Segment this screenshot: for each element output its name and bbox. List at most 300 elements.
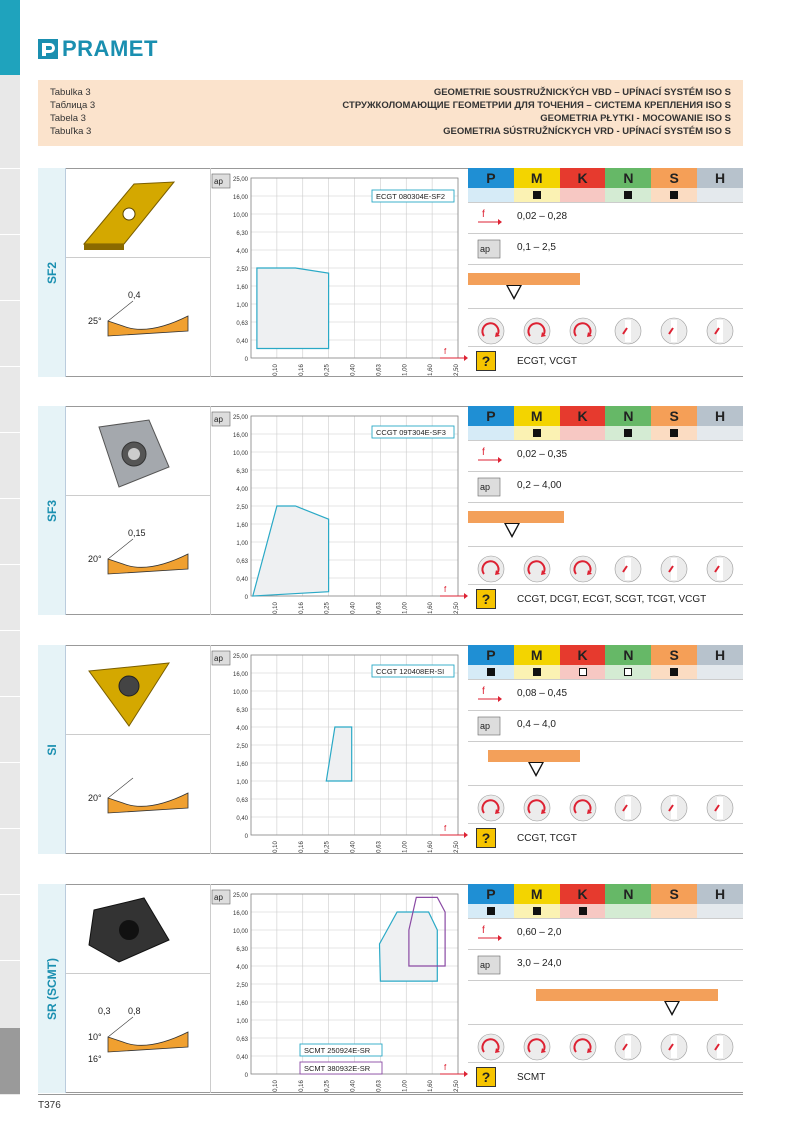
profile-angle-label: 20°	[88, 793, 102, 803]
feed-arrow-icon	[438, 586, 468, 600]
iso-suitability-marks	[468, 665, 743, 679]
iso-mark-cell	[560, 665, 606, 679]
optimum-marker	[528, 762, 544, 777]
turning-operation-icon	[613, 554, 643, 584]
iso-mark-cell	[560, 904, 606, 918]
depth-of-cut-icon	[212, 412, 230, 426]
y-tick-label: 10,00	[232, 213, 248, 219]
depth-icon	[476, 476, 502, 498]
operation-range-row	[468, 980, 743, 1024]
feed-symbol: f	[444, 1063, 447, 1072]
iso-group-m: M	[514, 645, 560, 665]
image-divider	[66, 973, 211, 974]
table-header-band	[38, 80, 743, 146]
y-tick-label: 10,00	[232, 929, 248, 935]
side-tab[interactable]	[0, 432, 20, 433]
suitability-primary-mark	[670, 191, 678, 199]
y-tick-label: 6,30	[236, 231, 248, 237]
application-row	[468, 584, 743, 614]
iso-mark-cell	[651, 665, 697, 679]
y-tick-label: 1,60	[236, 285, 248, 291]
turning-operation-icon	[476, 316, 506, 346]
side-tab[interactable]	[0, 828, 20, 829]
x-tick-label: 2,50	[454, 841, 460, 853]
optimum-marker	[504, 523, 520, 538]
y-tick-label: 10,00	[232, 451, 248, 457]
table-title-pl: GEOMETRIA PŁYTKI - MOCOWANIE ISO S	[540, 113, 731, 124]
chip-breaker-profile	[88, 992, 198, 1072]
feed-range-row	[468, 202, 743, 233]
side-tab[interactable]	[0, 168, 20, 169]
x-tick-label: 1,00	[402, 1080, 409, 1092]
turning-operation-icon	[613, 793, 643, 823]
iso-group-m: M	[514, 406, 560, 426]
depth-icon	[476, 954, 502, 976]
iso-material-groups	[468, 884, 743, 904]
insert-image	[74, 651, 184, 731]
depth-range-value: 0,2 – 4,00	[517, 480, 562, 491]
iso-group-h: H	[697, 884, 743, 904]
feed-range-value: 0,08 – 0,45	[517, 688, 568, 699]
turning-operation-icon	[659, 793, 689, 823]
x-tick-label: 0,16	[298, 1080, 305, 1092]
suitability-primary-mark	[533, 191, 541, 199]
iso-mark-cell	[468, 426, 514, 440]
geometry-block	[38, 168, 743, 377]
ap-symbol: ap	[214, 893, 223, 902]
x-tick-label: 0,40	[350, 602, 357, 614]
y-tick-label: 1,00	[236, 541, 248, 547]
iso-group-p: P	[468, 168, 514, 188]
y-tick-label: 4,00	[236, 249, 248, 255]
geometry-block	[38, 406, 743, 615]
feed-icon	[476, 445, 502, 467]
geometry-code: SR (SCMT)	[44, 957, 59, 1020]
side-tab[interactable]	[0, 894, 20, 895]
x-tick-label: 0,40	[350, 364, 357, 376]
depth-icon-symbol: ap	[480, 244, 491, 254]
feed-icon	[476, 684, 502, 706]
chipbreaking-area	[326, 727, 351, 781]
application-row	[468, 346, 743, 376]
geometry-code: SF2	[44, 261, 59, 284]
table-label-cs: Tabulka 3	[50, 87, 91, 98]
feed-icon-symbol: f	[482, 686, 485, 697]
y-tick-label: 25,00	[232, 654, 248, 660]
x-tick-label: 0,25	[324, 841, 331, 853]
y-tick-label: 25,00	[232, 177, 248, 183]
chip-breaker-profile	[88, 514, 198, 594]
y-tick-label: 2,50	[236, 505, 248, 511]
iso-mark-cell	[514, 904, 560, 918]
y-tick-label: 4,00	[236, 487, 248, 493]
side-tab[interactable]	[0, 498, 20, 499]
feed-icon	[476, 923, 502, 945]
y-tick-label: 4,00	[236, 965, 248, 971]
iso-mark-cell	[697, 426, 743, 440]
x-tick-label: 0,10	[272, 1080, 279, 1092]
depth-range-row	[468, 233, 743, 264]
side-tab-active[interactable]	[0, 0, 20, 75]
iso-suitability-marks	[468, 426, 743, 440]
depth-icon	[476, 715, 502, 737]
y-tick-label: 16,00	[232, 672, 248, 678]
iso-group-s: S	[651, 884, 697, 904]
turning-operation-icon	[705, 316, 735, 346]
iso-group-p: P	[468, 884, 514, 904]
suitability-secondary-mark	[624, 668, 632, 676]
y-tick-label: 16,00	[232, 911, 248, 917]
profile-angle2-label: 16°	[88, 1054, 102, 1064]
x-tick-label: 0,63	[376, 364, 383, 376]
x-tick-label: 0,16	[298, 364, 305, 376]
iso-mark-cell	[560, 188, 606, 202]
turning-operation-icon	[568, 316, 598, 346]
brand-logo	[38, 36, 158, 62]
x-tick-label: 0,63	[376, 841, 383, 853]
side-tab[interactable]	[0, 234, 20, 235]
y-tick-label: 0,40	[236, 816, 248, 822]
y-tick-label: 2,50	[236, 983, 248, 989]
turning-operation-icon	[659, 1032, 689, 1062]
profile-angle-label: 20°	[88, 554, 102, 564]
y-tick-label: 0	[244, 595, 248, 601]
profile-angle-label: 10°	[88, 1032, 102, 1042]
suitability-primary-mark	[579, 907, 587, 915]
y-tick-label: 25,00	[232, 415, 248, 421]
depth-range-value: 0,1 – 2,5	[517, 242, 556, 253]
brand-name: PRAMET	[62, 36, 158, 61]
x-tick-label: 1,00	[402, 602, 409, 614]
feed-icon-symbol: f	[482, 209, 485, 220]
chip-breaker-profile	[88, 753, 198, 833]
depth-range-value: 0,4 – 4,0	[517, 719, 556, 730]
profile-angle-label: 25°	[88, 316, 102, 326]
side-tab[interactable]	[0, 564, 20, 565]
table-label-pl: Tabela 3	[50, 113, 86, 124]
page-number: T376	[38, 1100, 61, 1111]
y-tick-label: 0,63	[236, 321, 248, 327]
y-tick-label: 4,00	[236, 726, 248, 732]
y-tick-label: 1,00	[236, 1019, 248, 1025]
x-tick-label: 1,00	[402, 364, 409, 376]
suitability-primary-mark	[533, 429, 541, 437]
iso-suitability-marks	[468, 188, 743, 202]
iso-group-p: P	[468, 645, 514, 665]
x-tick-label: 1,60	[428, 1080, 435, 1092]
iso-group-h: H	[697, 168, 743, 188]
chip-breaker-profile	[88, 276, 198, 356]
side-tab[interactable]	[0, 300, 20, 301]
iso-mark-cell	[560, 426, 606, 440]
applicable-inserts: CCGT, TCGT	[517, 833, 577, 844]
y-tick-label: 1,00	[236, 780, 248, 786]
x-tick-label: 0,40	[350, 841, 357, 853]
iso-mark-cell	[605, 904, 651, 918]
suitability-primary-mark	[670, 429, 678, 437]
iso-mark-cell	[651, 904, 697, 918]
insert-image	[74, 890, 184, 970]
insert-image	[74, 174, 184, 254]
turning-operation-icon	[659, 316, 689, 346]
iso-mark-cell	[468, 665, 514, 679]
geometry-code-cell	[38, 645, 66, 854]
feed-arrow-icon	[438, 1064, 468, 1078]
help-icon: ?	[476, 589, 496, 609]
iso-mark-cell	[651, 188, 697, 202]
feed-range-value: 0,02 – 0,28	[517, 211, 568, 222]
table-titles	[342, 86, 731, 138]
side-tab[interactable]	[0, 960, 20, 961]
y-tick-label: 6,30	[236, 708, 248, 714]
y-tick-label: 16,00	[232, 195, 248, 201]
x-tick-label: 0,10	[272, 602, 279, 614]
chipbreaking-chart	[210, 645, 458, 854]
iso-material-groups	[468, 645, 743, 665]
x-tick-label: 0,25	[324, 602, 331, 614]
iso-group-h: H	[697, 406, 743, 426]
x-tick-label: 1,00	[402, 841, 409, 853]
y-tick-label: 0	[244, 1073, 248, 1079]
chipbreaking-chart	[210, 884, 458, 1093]
iso-group-m: M	[514, 168, 560, 188]
operation-range-bar	[468, 273, 580, 285]
profile-dimension-label: 0,8	[128, 1006, 141, 1016]
depth-range-row	[468, 949, 743, 980]
iso-mark-cell	[605, 665, 651, 679]
iso-group-n: N	[605, 406, 651, 426]
iso-group-h: H	[697, 645, 743, 665]
x-tick-label: 0,63	[376, 1080, 383, 1092]
x-tick-label: 0,10	[272, 364, 279, 376]
x-tick-label: 0,25	[324, 364, 331, 376]
side-tab-bottom[interactable]	[0, 1028, 20, 1094]
geometry-block	[38, 884, 743, 1093]
side-tab[interactable]	[0, 696, 20, 697]
iso-material-groups	[468, 406, 743, 426]
feed-symbol: f	[444, 347, 447, 356]
footer-rule	[38, 1094, 743, 1095]
turning-operation-icon	[568, 793, 598, 823]
iso-group-k: K	[560, 168, 606, 188]
x-tick-label: 1,60	[428, 364, 435, 376]
iso-group-s: S	[651, 645, 697, 665]
application-row	[468, 823, 743, 853]
ap-symbol: ap	[214, 415, 223, 424]
turning-operation-icon	[705, 1032, 735, 1062]
feed-range-row	[468, 918, 743, 949]
operation-range-bar	[468, 511, 564, 523]
feed-arrow-icon	[438, 825, 468, 839]
x-tick-label: 0,16	[298, 602, 305, 614]
table-label-ru: Таблица 3	[50, 100, 96, 111]
turning-operation-icon	[522, 316, 552, 346]
depth-of-cut-icon	[212, 174, 230, 188]
y-tick-label: 0,40	[236, 339, 248, 345]
depth-range-value: 3,0 – 24,0	[517, 958, 562, 969]
operation-range-row	[468, 502, 743, 546]
x-tick-label: 0,25	[324, 1080, 331, 1092]
depth-icon-symbol: ap	[480, 960, 491, 970]
y-tick-label: 0,40	[236, 1055, 248, 1061]
image-divider	[66, 495, 211, 496]
y-tick-label: 0,40	[236, 577, 248, 583]
iso-group-k: K	[560, 645, 606, 665]
image-divider	[66, 257, 211, 258]
iso-mark-cell	[697, 188, 743, 202]
iso-group-n: N	[605, 168, 651, 188]
y-tick-label: 1,60	[236, 1001, 248, 1007]
side-index-strip	[0, 0, 20, 1095]
depth-icon-symbol: ap	[480, 721, 491, 731]
y-tick-label: 6,30	[236, 947, 248, 953]
iso-mark-cell	[605, 188, 651, 202]
y-tick-label: 0,63	[236, 1037, 248, 1043]
y-tick-label: 0,63	[236, 559, 248, 565]
image-divider	[66, 734, 211, 735]
profile-dimension2-label: 0,3	[98, 1006, 111, 1016]
x-tick-label: 0,63	[376, 602, 383, 614]
x-tick-label: 2,50	[454, 602, 460, 614]
depth-icon-symbol: ap	[480, 482, 491, 492]
feed-icon	[476, 207, 502, 229]
side-tab[interactable]	[0, 630, 20, 631]
feed-icon-symbol: f	[482, 925, 485, 936]
turning-operation-icon	[522, 1032, 552, 1062]
chart-insert-label: SCMT 380932E-SR	[304, 1064, 371, 1073]
feed-range-row	[468, 679, 743, 710]
applicable-inserts: SCMT	[517, 1072, 546, 1083]
suitability-primary-mark	[624, 429, 632, 437]
suitability-primary-mark	[533, 668, 541, 676]
x-tick-label: 0,40	[350, 1080, 357, 1092]
operation-range-row	[468, 264, 743, 308]
operation-range-bar	[536, 989, 718, 1001]
suitability-secondary-mark	[579, 668, 587, 676]
feed-symbol: f	[444, 824, 447, 833]
chipbreaking-area	[257, 268, 329, 349]
iso-suitability-marks	[468, 904, 743, 918]
y-tick-label: 1,00	[236, 303, 248, 309]
ap-symbol: ap	[214, 177, 223, 186]
iso-mark-cell	[651, 426, 697, 440]
y-tick-label: 0,63	[236, 798, 248, 804]
depth-of-cut-icon	[212, 890, 230, 904]
turning-operation-icon	[522, 554, 552, 584]
turning-operation-icon	[705, 793, 735, 823]
feed-range-row	[468, 440, 743, 471]
optimum-marker	[664, 1001, 680, 1016]
y-tick-label: 25,00	[232, 893, 248, 899]
iso-group-k: K	[560, 884, 606, 904]
iso-group-k: K	[560, 406, 606, 426]
turning-operation-icon	[705, 554, 735, 584]
iso-mark-cell	[514, 665, 560, 679]
chart-insert-label: CCGT 120408ER-SI	[376, 667, 445, 676]
y-tick-label: 16,00	[232, 433, 248, 439]
turning-operation-icon	[613, 1032, 643, 1062]
depth-of-cut-icon	[212, 651, 230, 665]
table-title-cs: GEOMETRIE SOUSTRUŽNICKÝCH VBD – UPÍNACÍ SYSTÉM ISO S	[433, 87, 731, 98]
help-icon: ?	[476, 351, 496, 371]
iso-mark-cell	[468, 904, 514, 918]
iso-group-s: S	[651, 406, 697, 426]
iso-group-p: P	[468, 406, 514, 426]
feed-range-value: 0,60 – 2,0	[517, 927, 562, 938]
chart-insert-label: SCMT 250924E-SR	[304, 1046, 371, 1055]
suitability-primary-mark	[487, 907, 495, 915]
chipbreaking-area	[253, 506, 329, 596]
iso-group-n: N	[605, 884, 651, 904]
iso-mark-cell	[514, 188, 560, 202]
profile-dimension-label: 0,15	[128, 528, 146, 538]
ap-symbol: ap	[214, 654, 223, 663]
table-title-ru: СТРУЖКОЛОМАЮЩИЕ ГЕОМЕТРИИ ДЛЯ ТОЧЕНИЯ – СИСТЕМА КРЕПЛЕНИЯ ISO S	[342, 100, 731, 111]
operation-range-bar	[488, 750, 580, 762]
table-label-sk: Tabuľka 3	[50, 126, 92, 137]
chipbreaking-chart	[210, 168, 458, 377]
iso-mark-cell	[514, 426, 560, 440]
geometry-code-cell	[38, 406, 66, 615]
y-tick-label: 10,00	[232, 690, 248, 696]
depth-range-row	[468, 710, 743, 741]
iso-group-m: M	[514, 884, 560, 904]
x-tick-label: 2,50	[454, 1080, 460, 1092]
x-tick-label: 0,16	[298, 841, 305, 853]
turning-operation-icon	[568, 554, 598, 584]
chart-insert-label: ECGT 080304E-SF2	[376, 192, 446, 201]
chipbreaking-chart	[210, 406, 458, 615]
turning-operation-icon	[476, 554, 506, 584]
help-icon: ?	[476, 828, 496, 848]
applicable-inserts: ECGT, VCGT	[517, 356, 578, 367]
y-tick-label: 6,30	[236, 469, 248, 475]
turning-operation-icon	[659, 554, 689, 584]
feed-range-value: 0,02 – 0,35	[517, 449, 568, 460]
turning-operation-icon	[476, 793, 506, 823]
y-tick-label: 2,50	[236, 744, 248, 750]
y-tick-label: 0	[244, 834, 248, 840]
chart-insert-label: CCGT 09T304E-SF3	[376, 428, 446, 437]
x-tick-label: 1,60	[428, 602, 435, 614]
insert-image	[74, 412, 184, 492]
turning-operation-icon	[476, 1032, 506, 1062]
x-tick-label: 1,60	[428, 841, 435, 853]
suitability-primary-mark	[624, 191, 632, 199]
table-title-sk: GEOMETRIA SÚSTRUŽNÍCKYCH VRD - UPÍNACÍ SYSTÉM ISO S	[443, 126, 731, 137]
side-tab[interactable]	[0, 366, 20, 367]
geometry-code-cell	[38, 884, 66, 1093]
table-number-labels	[50, 86, 95, 138]
iso-mark-cell	[697, 904, 743, 918]
iso-mark-cell	[605, 426, 651, 440]
y-tick-label: 1,60	[236, 523, 248, 529]
profile-dimension-label: 0,4	[128, 290, 141, 300]
depth-icon	[476, 238, 502, 260]
iso-mark-cell	[697, 665, 743, 679]
x-tick-label: 2,50	[454, 364, 460, 376]
side-tab[interactable]	[0, 762, 20, 763]
y-tick-label: 0	[244, 357, 248, 363]
iso-material-groups	[468, 168, 743, 188]
turning-operation-icon	[613, 316, 643, 346]
application-row	[468, 1062, 743, 1092]
pramet-logo-icon	[38, 39, 58, 59]
suitability-primary-mark	[533, 907, 541, 915]
operation-range-row	[468, 741, 743, 785]
x-tick-label: 0,10	[272, 841, 279, 853]
y-tick-label: 2,50	[236, 267, 248, 273]
